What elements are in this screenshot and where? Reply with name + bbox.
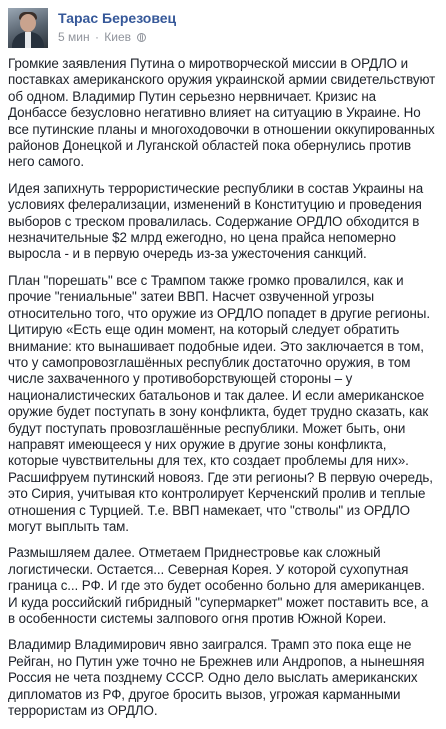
post-header [8, 8, 438, 48]
post-paragraph-5: Владимир Владимирович явно заигрался. Трамп это пока еще не Рейган, но Путин уже точно не Брежнев или Андропов, а нынешняя Россия не чета позднему СССР. Одно дело выслать американских дипломатов из РФ, другое бросить вызов, угрожая карманными террористам из ОРДЛО. [8, 637, 425, 719]
post-paragraph-1: Громкие заявления Путина о миротворческой миссии в ОРДЛО и поставках американского оружия украинской армии свидетельствуют об одном. Владимир Путин серьезно нервничает. Кризис на Донбассе безусловно негативно влияет на ситуацию в Украине. Но все путинские планы и многоходовочки в отношении оккупированных районов Донецкой и Луганской областей пока обернулись против него самого. [8, 56, 436, 170]
globe-icon [137, 33, 146, 42]
post-body [8, 56, 436, 729]
post-location[interactable]: Киев [104, 30, 132, 44]
meta-separator: · [94, 30, 99, 44]
author-avatar[interactable] [8, 8, 48, 48]
post-paragraph-3: План "порешать" все с Трампом также громко провалился, как и прочие "гениальные" затеи ВВП. Насчет озвученной угрозы относительно того, что оружие из ОРДЛО попадет в другие регионы. Цитирую «Есть еще один момент, на который следует обратить внимание: кто вынашивает подобные идеи. Это заключается в том, что у самопровозглашённых республик достаточно оружия, в том числе захваченного у противоборствующей стороны – у националистических батальонов и так далее. И если американское оружие будет поступать в зону конфликта, будет трудно сказать, как будут поступать провозглашённые республики. Может быть, они направят имеющееся у них оружие в другие зоны конфликта, которые чувствительны для тех, кто создает проблемы для них». Расшифруем путинский новояз. Где эти регионы? В первую очередь, это Сирия, учитывая кто контролирует Керченский пролив и теплые отношения с Турцией. Т.е. ВВП намекает, что "стволы" из ОРДЛО могут выплыть там. [8, 272, 433, 534]
post-timestamp[interactable]: 5 мин [58, 30, 90, 44]
post-paragraph-2: Идея запихнуть террористические республики в состав Украины на условиях фелерализации, изменений в Конституцию и проведения выборов с треском провалилась. Содержание ОРДЛО обходится в незначительные $2 млрд ежегодно, но цена прайса непомерно выросла - и в первую очередь из-за ужесточения санкций. [8, 180, 424, 262]
author-name[interactable]: Тарас Березовец [58, 10, 177, 26]
post-paragraph-4: Размышляем далее. Отметаем Приднестровье как сложный логистически. Остается... Северная Корея. У которой сухопутная граница с... РФ. И где это будет особенно больно для американцев. И куда российский гибридный "супермаркет" может поставить все, а в особенности системы залпового огня против Южной Кореи. [8, 545, 429, 626]
post-meta [58, 30, 146, 44]
